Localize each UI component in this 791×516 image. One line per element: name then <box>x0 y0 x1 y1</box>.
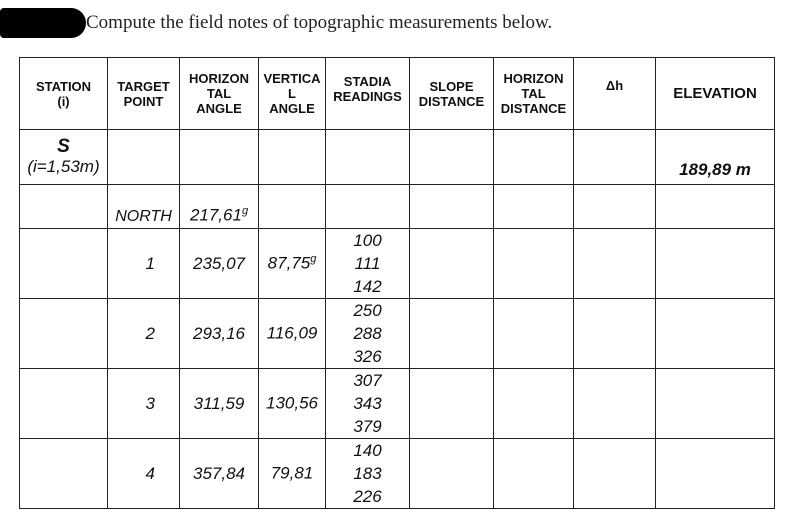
target-point: 4 <box>108 439 180 509</box>
horizontal-angle: 311,59 <box>180 369 259 439</box>
header-row <box>20 58 775 130</box>
header-target-point: TARGET POINT <box>108 58 180 130</box>
target-point: 3 <box>108 369 180 439</box>
north-label: NORTH <box>108 185 180 229</box>
horizontal-angle: 357,84 <box>180 439 259 509</box>
station-elevation: 189,89 m <box>656 130 775 185</box>
redaction-mark <box>0 8 86 38</box>
vertical-angle: 116,09 <box>259 299 326 369</box>
stadia-upper: 140 <box>353 441 382 460</box>
instrument-height: (i=1,53m) <box>27 157 100 176</box>
stadia-middle: 111 <box>354 254 381 273</box>
stadia-readings <box>326 439 410 509</box>
station-row <box>20 130 775 185</box>
header-horizontal-distance: HORIZON TAL DISTANCE <box>494 58 574 130</box>
field-notes-table <box>19 57 775 509</box>
stadia-lower: 326 <box>353 347 382 366</box>
north-row <box>20 185 775 229</box>
header-elevation: ELEVATION <box>656 58 775 130</box>
target-row <box>20 229 775 299</box>
target-row <box>20 439 775 509</box>
stadia-readings <box>326 299 410 369</box>
stadia-lower: 379 <box>353 417 382 436</box>
header-slope-distance: SLOPE DISTANCE <box>410 58 494 130</box>
header-stadia-readings: STADIA READINGS <box>326 58 410 130</box>
header-vertical-angle: VERTICA L ANGLE <box>259 58 326 130</box>
horizontal-angle: 235,07 <box>180 229 259 299</box>
header-delta-h: Δh <box>574 58 656 130</box>
stadia-upper: 250 <box>353 301 382 320</box>
north-angle: 217,61$^g$ <box>180 185 259 229</box>
target-point: 2 <box>108 299 180 369</box>
header-station: STATION (i) <box>20 58 108 130</box>
target-point: 1 <box>108 229 180 299</box>
stadia-upper: 307 <box>353 371 382 390</box>
target-row <box>20 299 775 369</box>
stadia-middle: 288 <box>353 324 382 343</box>
stadia-middle: 343 <box>353 394 382 413</box>
station-name: S <box>57 136 70 157</box>
stadia-lower: 226 <box>353 487 382 506</box>
stadia-lower: 142 <box>353 277 382 296</box>
stadia-readings <box>326 229 410 299</box>
page-title: Compute the field notes of topographic measurements below. <box>86 12 553 33</box>
header-horizontal-angle: HORIZON TAL ANGLE <box>180 58 259 130</box>
stadia-middle: 183 <box>353 464 382 483</box>
target-row <box>20 369 775 439</box>
stadia-readings <box>326 369 410 439</box>
stadia-upper: 100 <box>353 231 382 250</box>
vertical-angle: 79,81 <box>259 439 326 509</box>
horizontal-angle: 293,16 <box>180 299 259 369</box>
vertical-angle: 87,75$^g$ <box>259 229 326 299</box>
vertical-angle: 130,56 <box>259 369 326 439</box>
station-cell <box>20 130 108 185</box>
